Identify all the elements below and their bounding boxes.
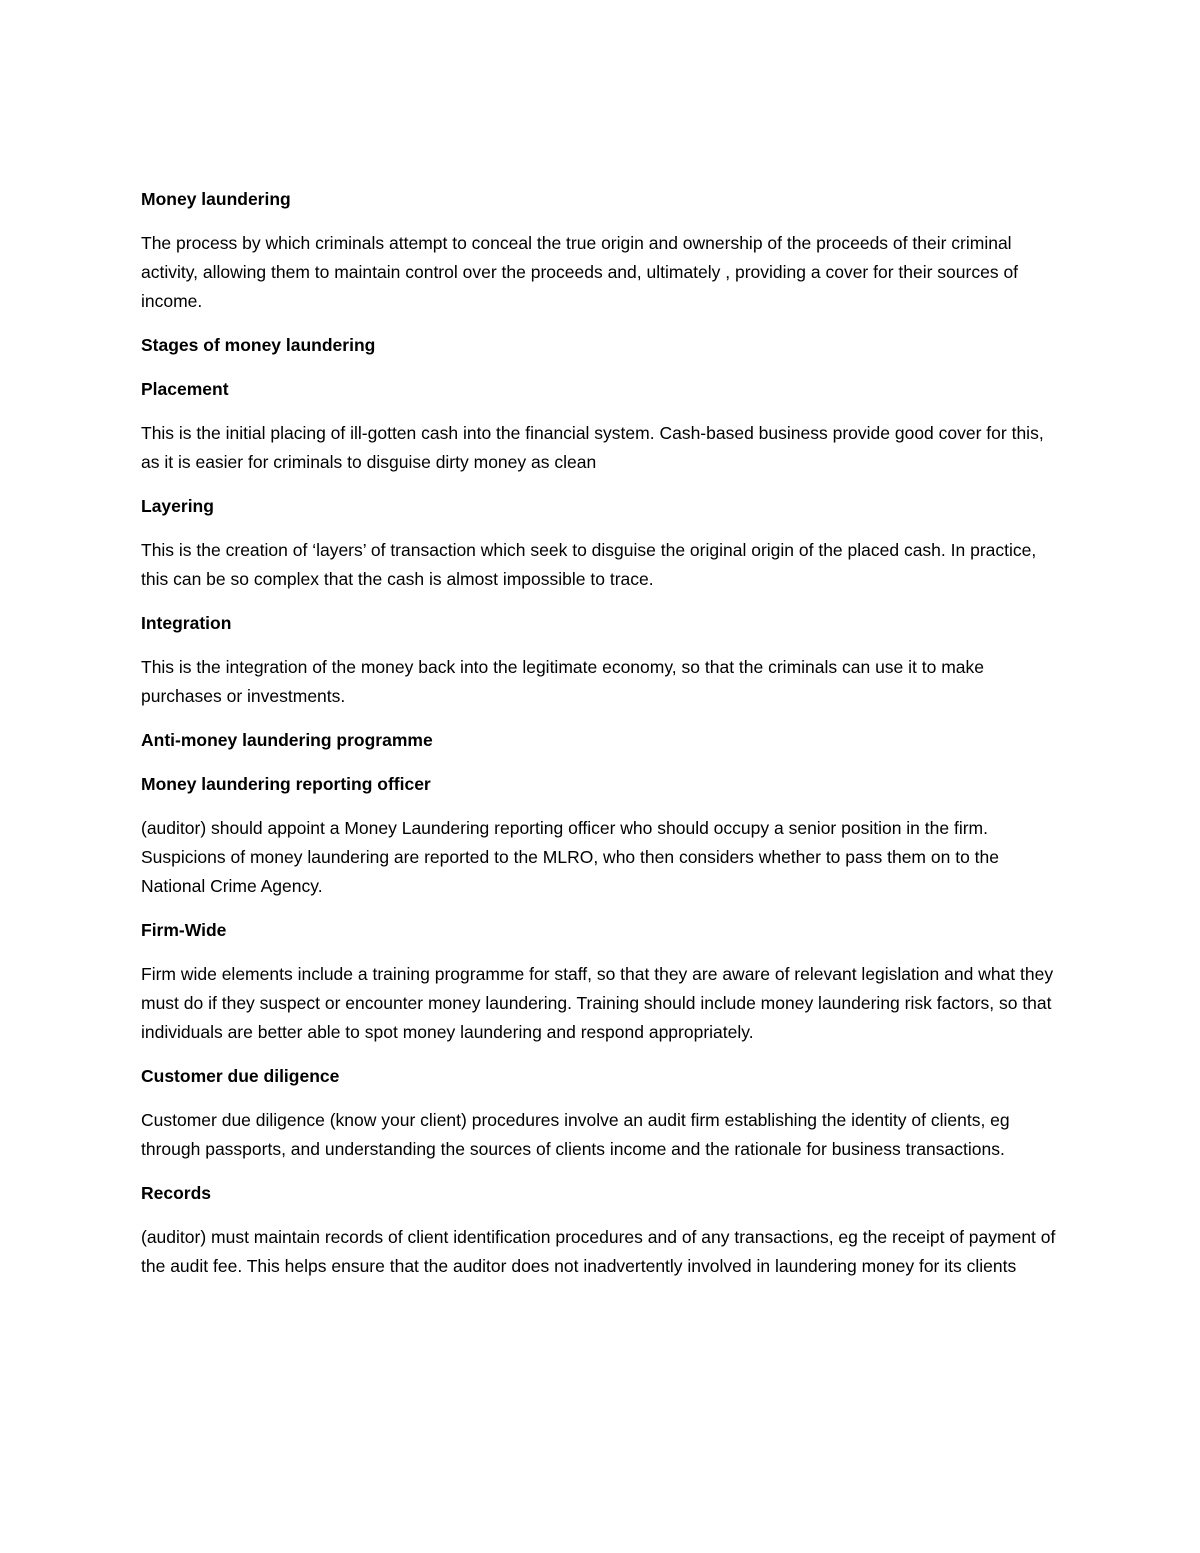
document-page xyxy=(141,185,1066,1296)
paragraph-integration: This is the integration of the money back into the legitimate economy, so that the criminals can use it to make purchases or investments. xyxy=(141,657,985,706)
heading-mlro: Money laundering reporting officer xyxy=(141,774,431,794)
paragraph-layering: This is the creation of ‘layers’ of transaction which seek to disguise the original origin of the placed cash. In practice, this can be so complex that the cash is almost impossible to trace. xyxy=(141,540,1037,589)
heading-money-laundering: Money laundering xyxy=(141,189,291,209)
paragraph-placement: This is the initial placing of ill-gotten cash into the financial system. Cash-based business provide good cover for this, as it is easier for criminals to disguise dirty money as clean xyxy=(141,423,1044,472)
heading-layering: Layering xyxy=(141,496,214,516)
paragraph-firm-wide: Firm wide elements include a training programme for staff, so that they are aware of relevant legislation and what they must do if they suspect or encounter money laundering. Training should include money laundering risk factors, so that individuals are better able to spot money laundering and respond appropriately. xyxy=(141,964,1054,1042)
paragraph-customer-due-diligence: Customer due diligence (know your client) procedures involve an audit firm establishing the identity of clients, eg through passports, and understanding the sources of clients income and the rationale for business transactions. xyxy=(141,1110,1010,1159)
heading-integration: Integration xyxy=(141,613,232,633)
heading-placement: Placement xyxy=(141,379,229,399)
heading-stages: Stages of money laundering xyxy=(141,335,376,355)
paragraph-records: (auditor) must maintain records of client identification procedures and of any transactions, eg the receipt of payment of the audit fee. This helps ensure that the auditor does not inadvertently involved in laundering money for its clients xyxy=(141,1227,1056,1276)
paragraph-mlro: (auditor) should appoint a Money Laundering reporting officer who should occupy a senior position in the firm. Suspicions of money laundering are reported to the MLRO, who then considers whether to pass them on to the National Crime Agency. xyxy=(141,818,999,896)
paragraph-definition: The process by which criminals attempt to conceal the true origin and ownership of the proceeds of their criminal activity, allowing them to maintain control over the proceeds and, ultimately , providing a cover for their sources of income. xyxy=(141,233,1019,311)
heading-customer-due-diligence: Customer due diligence xyxy=(141,1066,340,1086)
heading-records: Records xyxy=(141,1183,212,1203)
heading-firm-wide: Firm-Wide xyxy=(141,920,227,940)
heading-aml-programme: Anti-money laundering programme xyxy=(141,730,433,750)
